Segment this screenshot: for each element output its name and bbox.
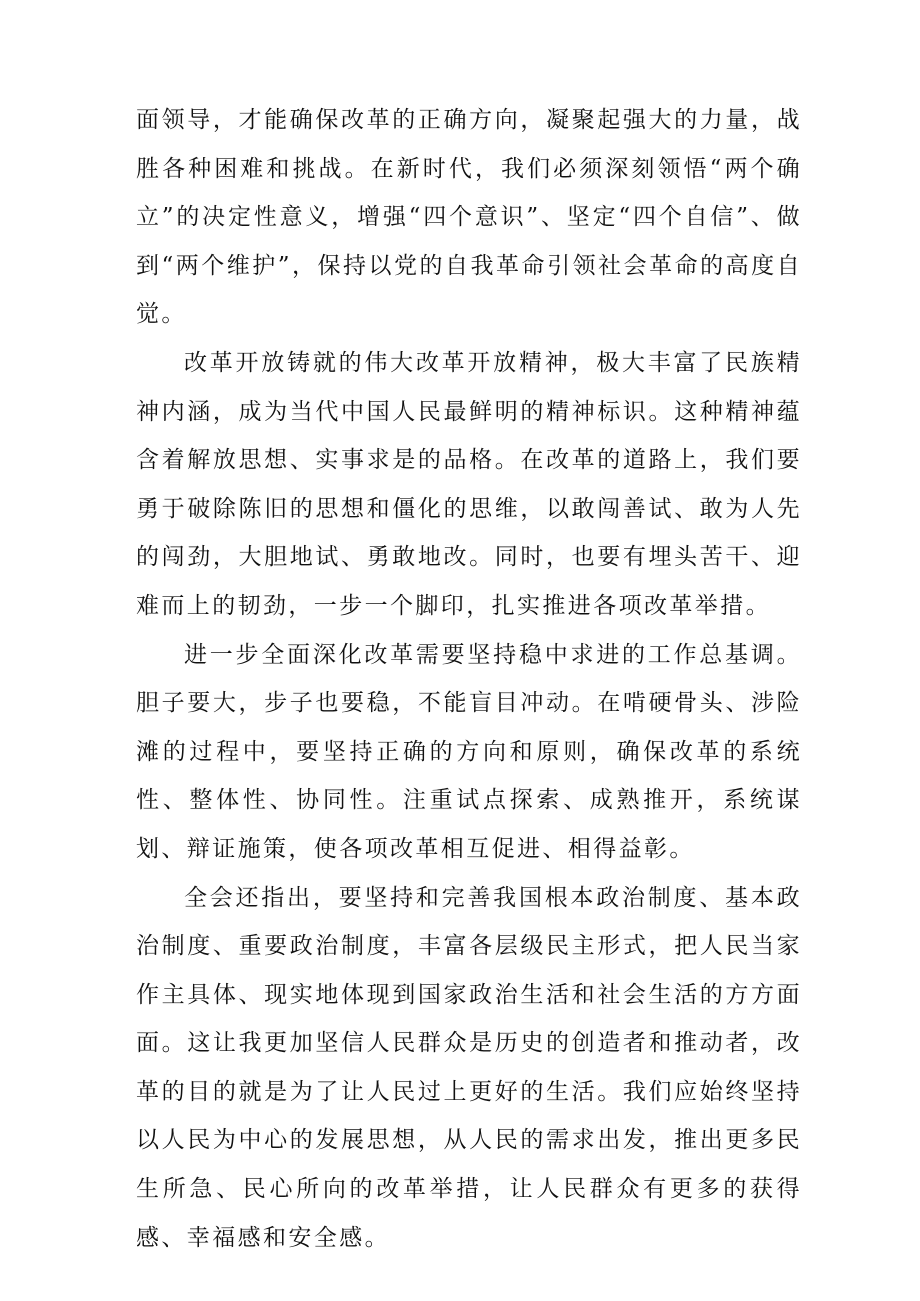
paragraph-reform-spirit: 改革开放铸就的伟大改革开放精神，极大丰富了民族精神内涵，成为当代中国人民最鲜明的精神标识。这种精神蕴含着解放思想、实事求是的品格。在改革的道路上，我们要勇于破除陈旧的思想和僵化的思维，以敢闯善试、敢为人先的闯劲，大胆地试、勇敢地改。同时，也要有埋头苦干、迎难而上的韧劲，一步一个脚印，扎实推进各项改革举措。 [136, 349, 802, 619]
paragraph-continued: 面领导，才能确保改革的正确方向，凝聚起强大的力量，战胜各种困难和挑战。在新时代，我们必须深刻领悟“两个确立”的决定性意义，增强“四个意识”、坚定“四个自信”、做到“两个维护”，保持以党的自我革命引领社会革命的高度自觉。 [136, 107, 802, 328]
paragraph-steady-progress: 进一步全面深化改革需要坚持稳中求进的工作总基调。胆子要大，步子也要稳，不能盲目冲动。在啃硬骨头、涉险滩的过程中，要坚持正确的方向和原则，确保改革的系统性、整体性、协同性。注重试点探索、成熟推开，系统谋划、辩证施策，使各项改革相互促进、相得益彰。 [136, 641, 802, 862]
paragraph-political-system: 全会还指出，要坚持和完善我国根本政治制度、基本政治制度、重要政治制度，丰富各层级民主形式，把人民当家作主具体、现实地体现到国家政治生活和社会生活的方方面面。这让我更加坚信人民群众是历史的创造者和推动者，改革的目的就是为了让人民过上更好的生活。我们应始终坚持以人民为中心的发展思想，从人民的需求出发，推出更多民生所急、民心所向的改革举措，让人民群众有更多的获得感、幸福感和安全感。 [136, 884, 802, 1251]
